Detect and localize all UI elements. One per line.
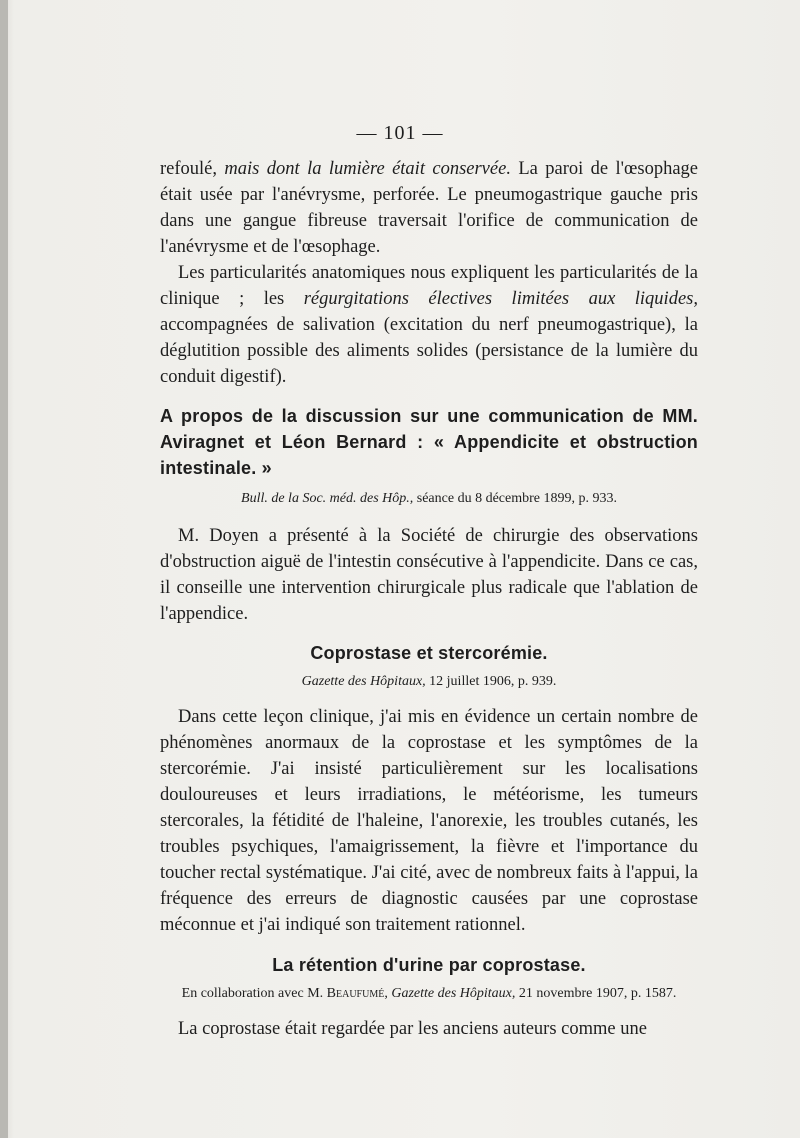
section-coprostase xyxy=(160,640,698,938)
paragraph-continuation xyxy=(160,156,698,260)
page-number: — 101 — xyxy=(356,122,444,144)
paragraph-particularites xyxy=(160,260,698,390)
p1-text-italic: mais dont la lumière était conservée. xyxy=(224,159,511,179)
p2-text-italic: régurgitations électives limitées aux liquides, xyxy=(303,289,698,309)
p1-text-a: refoulé, xyxy=(160,159,225,179)
section-reference-retention: En collaboration avec M. Beaufumé, Gazette des Hôpitaux, 21 novembre 1907, p. 1587. xyxy=(181,986,677,1001)
section-retention xyxy=(160,952,698,1042)
section-heading-retention: La rétention d'urine par coprostase. xyxy=(272,955,586,975)
p2-text-a: Les particularités anatomiques nous expliquent les particularités de la clinique ; les xyxy=(160,263,698,309)
section-body-retention: La coprostase était regardée par les anciens auteurs comme une xyxy=(178,1019,647,1039)
section-heading-coprostase: Coprostase et stercorémie. xyxy=(310,643,548,663)
section-reference-coprostase: Gazette des Hôpitaux, 12 juillet 1906, p. 939. xyxy=(301,674,557,689)
p1-text-c: La paroi de l'œsophage était usée par l'anévrysme, perforée. Le pneumogastrique gauche pris dans une gangue fibreuse traversait l'orifice de communication de l'anévrysme et de l'œsophage. xyxy=(160,159,698,257)
section-body-appendicite: M. Doyen a présenté à la Société de chirurgie des observations d'obstruction aiguë de l'intestin consécutive à l'appendicite. Dans ce cas, il conseille une intervention chirurgicale plus radicale que l'ablation de l'appendice. xyxy=(160,526,698,624)
page-spine-shadow xyxy=(0,0,8,1138)
section-body-coprostase: Dans cette leçon clinique, j'ai mis en évidence un certain nombre de phénomènes anormaux de la coprostase et les symptômes de la stercorémie. J'ai insisté particulièrement sur les localisations douloureuses et leurs irradiations, le météorisme, les tumeurs stercorales, la fétidité de l'haleine, l'anorexie, les troubles cutanés, les troubles psychiques, l'amaigrissement, la fièvre et l'importance du toucher rectal systématique. J'ai cité, avec de nombreux faits à l'appui, la fréquence des erreurs de diagnostic causées par une coprostase méconnue et j'ai indiqué son traitement rationnel. xyxy=(160,707,698,935)
p2-text-c: accompagnées de salivation (excitation du nerf pneumogastrique), la déglutition possible des aliments solides (persistance de la lumière du conduit digestif). xyxy=(160,315,698,387)
section-reference-appendicite: Bull. de la Soc. méd. des Hôp., séance du 8 décembre 1899, p. 933. xyxy=(241,491,617,506)
section-appendicite xyxy=(160,403,698,627)
section-heading-appendicite: A propos de la discussion sur une communication de MM. Aviragnet et Léon Bernard : « Appendicite et obstruction intestinale. » xyxy=(160,406,698,478)
